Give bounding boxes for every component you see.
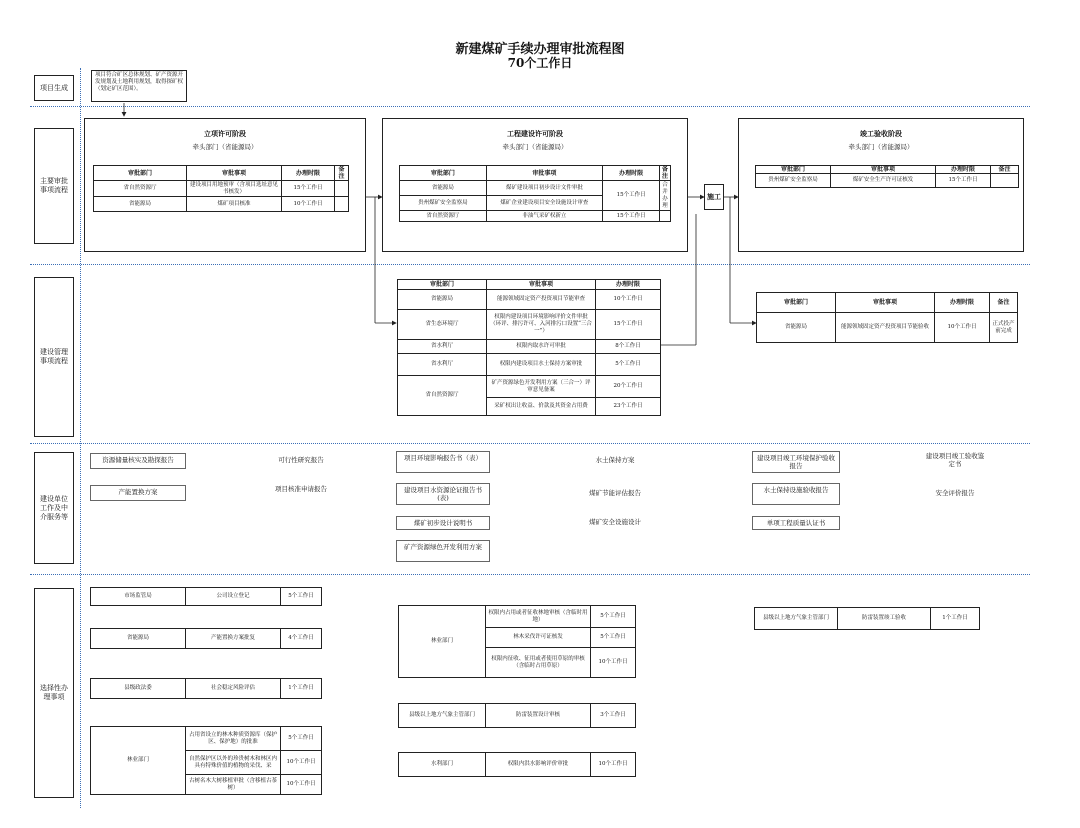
time-cell: 10个工作日 [935,313,990,343]
remark-cell [335,197,349,212]
table-row [398,340,661,354]
remark-cell: 正式投产前完成 [990,313,1018,343]
col-dept: 审批部门 [400,166,487,181]
service-item: 建设项目竣工验收鉴定书 [925,452,985,468]
item-cell: 建设项目用地预审（含项目选址意见书核发） [187,181,282,197]
time-cell: 5个工作日 [591,628,636,648]
time-cell: 5个工作日 [596,354,661,376]
table-row [399,606,636,628]
item-cell: 能源领域固定资产投资项目节能审查 [487,290,596,310]
col-time: 办理时限 [603,166,660,181]
table-row [91,588,322,606]
time-cell: 1个工作日 [931,608,980,630]
optional-lightning-design-table [398,703,636,728]
item-cell: 权限内建设项目环境影响评价文件审批（环评、排污许可、入河排污口设置“三合一”） [487,310,596,340]
item-cell: 权限内占用或者征收林地审核（含临时用地） [486,606,591,628]
time-cell: 15个工作日 [596,310,661,340]
table-row [400,211,671,222]
dept-cell: 省水利厅 [398,354,487,376]
col-item: 审批事项 [487,280,596,290]
col-time: 办理时限 [596,280,661,290]
item-cell: 非油气采矿权新立 [486,211,603,222]
lane-construction-management: 建设管理事项流程 [34,277,74,437]
item-cell: 煤矿建设项目初步设计文件审批 [486,181,603,196]
dept-cell: 水利部门 [399,753,486,777]
col-dept: 审批部门 [398,280,487,290]
service-item: 煤矿安全设施设计 [589,518,641,526]
col-item: 审批事项 [831,166,936,174]
dept-cell: 林业部门 [399,606,486,678]
time-cell: 15个工作日 [936,174,991,188]
energy-acceptance-table [756,292,1018,343]
table-row [94,181,349,197]
col-remark: 备注 [659,166,670,181]
dept-cell: 省自然资源厅 [94,181,187,197]
service-item: 项目环境影响报告书（表） [396,451,490,473]
item-cell: 矿产资源绿色开发利用方案（三合一）评审意见备案 [487,376,596,398]
item-cell: 采矿权出让收益、价款及其资金占用费 [487,398,596,416]
item-cell: 能源领域固定资产投资项目节能验收 [836,313,935,343]
page-subtitle: 70个工作日 [507,56,573,70]
table-row [398,290,661,310]
col-time: 办理时限 [935,293,990,313]
remark-cell [335,181,349,197]
service-item: 单项工程质量认证书 [752,516,840,530]
page-title: 新建煤矿手续办理审批流程图 [455,42,625,57]
time-cell: 5个工作日 [281,727,322,751]
table-row [400,181,671,196]
time-cell: 15个工作日 [282,181,335,197]
dept-cell: 省自然资源厅 [398,376,487,416]
item-cell: 煤矿项目核准 [187,197,282,212]
table-row [94,197,349,212]
time-cell: 10个工作日 [596,290,661,310]
time-cell: 8个工作日 [596,340,661,354]
service-item: 煤矿节能评估报告 [589,489,641,497]
service-item: 资源储量核实及勘探报告 [90,453,186,469]
stage-acceptance-title: 竣工验收阶段 [860,129,902,138]
item-cell: 古树名木大树移植审批（含移植古茶树） [186,775,281,795]
item-cell: 煤矿企业建设项目安全设施设计审查 [486,196,603,211]
time-cell: 1个工作日 [281,679,322,699]
dept-cell: 县级以上地方气象主管部门 [755,608,838,630]
table-row [398,310,661,340]
time-cell: 5个工作日 [281,588,322,606]
item-cell: 煤矿安全生产许可证核发 [831,174,936,188]
table-row [91,629,322,649]
col-time: 办理时限 [936,166,991,174]
item-cell: 权限内取水许可审批 [487,340,596,354]
lane-main-approval: 主要审批事项流程 [34,128,74,244]
time-cell: 23个工作日 [596,398,661,416]
item-cell: 产能置换方案批复 [186,629,281,649]
stage-approval-title: 立项许可阶段 [204,129,246,138]
stage-approval-box [84,118,366,252]
project-precondition-note: 项目符合矿区总体规划、矿产资源开发规划及土地利用规划，取得探矿权（划定矿区范围）。 [91,70,187,102]
optional-forestry-table-2 [398,605,636,678]
table-row [398,354,661,376]
item-cell: 占用省设立的林木种质资源库（保护区、保护地）的批准 [186,727,281,751]
dept-cell: 省自然资源厅 [400,211,487,222]
table-row [755,608,980,630]
lane-builder-services: 建设单位工作及中介服务等 [34,452,74,564]
stage-approval-table [93,165,349,212]
time-cell: 10个工作日 [281,751,322,775]
table-row [756,174,1019,188]
time-cell: 10个工作日 [591,648,636,678]
table-row [757,313,1018,343]
col-dept: 审批部门 [94,166,187,181]
service-item: 可行性研究报告 [278,456,324,464]
item-cell: 防雷装置设计审核 [486,704,591,728]
table-row [399,704,636,728]
time-cell: 15个工作日 [603,181,660,211]
stage-approval-lead: 牵头部门（省能源局） [192,143,258,151]
col-dept: 审批部门 [757,293,836,313]
optional-registration-table [90,587,322,606]
stage-acceptance-table [755,165,1019,188]
lane-project-generation: 项目生成 [34,75,74,101]
optional-flood-table [398,752,636,777]
service-item: 水土保持设施验收报告 [752,483,840,505]
table-row [91,679,322,699]
time-cell: 4个工作日 [281,629,322,649]
dept-cell: 贵州煤矿安全监察局 [756,174,831,188]
service-item: 水土保持方案 [595,456,635,464]
stage-engineering-table [399,165,671,222]
stage-engineering-lead: 牵头部门（省能源局） [502,143,568,151]
dept-cell: 省能源局 [400,181,487,196]
item-cell: 公司设立登记 [186,588,281,606]
table-row [399,753,636,777]
service-item: 项目核准申请报告 [275,485,327,493]
dept-cell: 省能源局 [91,629,186,649]
stage-engineering-title: 工程建设许可阶段 [507,129,563,138]
item-cell: 权限内建设项目水土保持方案审批 [487,354,596,376]
item-cell: 林木采伐许可证核发 [486,628,591,648]
time-cell: 20个工作日 [596,376,661,398]
service-item: 安全评价报告 [935,489,975,497]
stage-acceptance-lead: 牵头部门（省能源局） [848,143,914,151]
time-cell: 5个工作日 [591,606,636,628]
col-time: 办理时限 [282,166,335,181]
dept-cell: 县级政法委 [91,679,186,699]
col-item: 审批事项 [486,166,603,181]
optional-stability-table [90,678,322,699]
item-cell: 权限内洪水影响评价审批 [486,753,591,777]
dept-cell: 省能源局 [757,313,836,343]
item-cell: 防雷装置竣工验收 [838,608,931,630]
dept-cell: 省能源局 [94,197,187,212]
dept-cell: 林业部门 [91,727,186,795]
stage-acceptance-box [738,118,1024,252]
service-item: 产能置换方案 [90,485,186,501]
item-cell: 社会稳定风险评估 [186,679,281,699]
item-cell: 自然保护区以外的珍贵树木和林区内具有特殊价值的植物的采伐、采 [186,751,281,775]
lane-optional-items: 选择性办理事项 [34,588,74,798]
time-cell: 10个工作日 [281,775,322,795]
stage-engineering-box [382,118,688,252]
col-dept: 审批部门 [756,166,831,174]
col-remark: 备注 [990,293,1018,313]
service-item: 建设项目竣工环境保护验收报告 [752,451,840,473]
optional-forestry-table-1 [90,726,322,795]
dept-cell: 省生态环境厅 [398,310,487,340]
remark-cell [659,211,670,222]
service-item: 矿产资源绿色开发利用方案 [396,540,490,562]
construction-box: 施工 [704,184,724,210]
remark-cell [991,174,1019,188]
optional-capacity-table [90,628,322,649]
col-item: 审批事项 [187,166,282,181]
time-cell: 10个工作日 [282,197,335,212]
time-cell: 15个工作日 [603,211,660,222]
dept-cell: 省水利厅 [398,340,487,354]
service-item: 煤矿初步设计说明书 [396,516,490,530]
table-row [398,376,661,398]
service-item: 建设项目水资源论证报告书(表) [396,483,490,505]
dept-cell: 县级以上地方气象主管部门 [399,704,486,728]
dept-cell: 省能源局 [398,290,487,310]
remark-cell: 合并办理 [659,181,670,211]
table-row [91,727,322,751]
time-cell: 10个工作日 [591,753,636,777]
dept-cell: 市场监管局 [91,588,186,606]
item-cell: 权限内征收、征用或者使用草原的审核（含临时占用草原） [486,648,591,678]
dept-cell: 贵州煤矿安全监察局 [400,196,487,211]
col-item: 审批事项 [836,293,935,313]
col-remark: 备注 [335,166,349,181]
col-remark: 备注 [991,166,1019,174]
optional-lightning-acceptance-table [754,607,980,630]
management-table [397,279,661,416]
time-cell: 3个工作日 [591,704,636,728]
